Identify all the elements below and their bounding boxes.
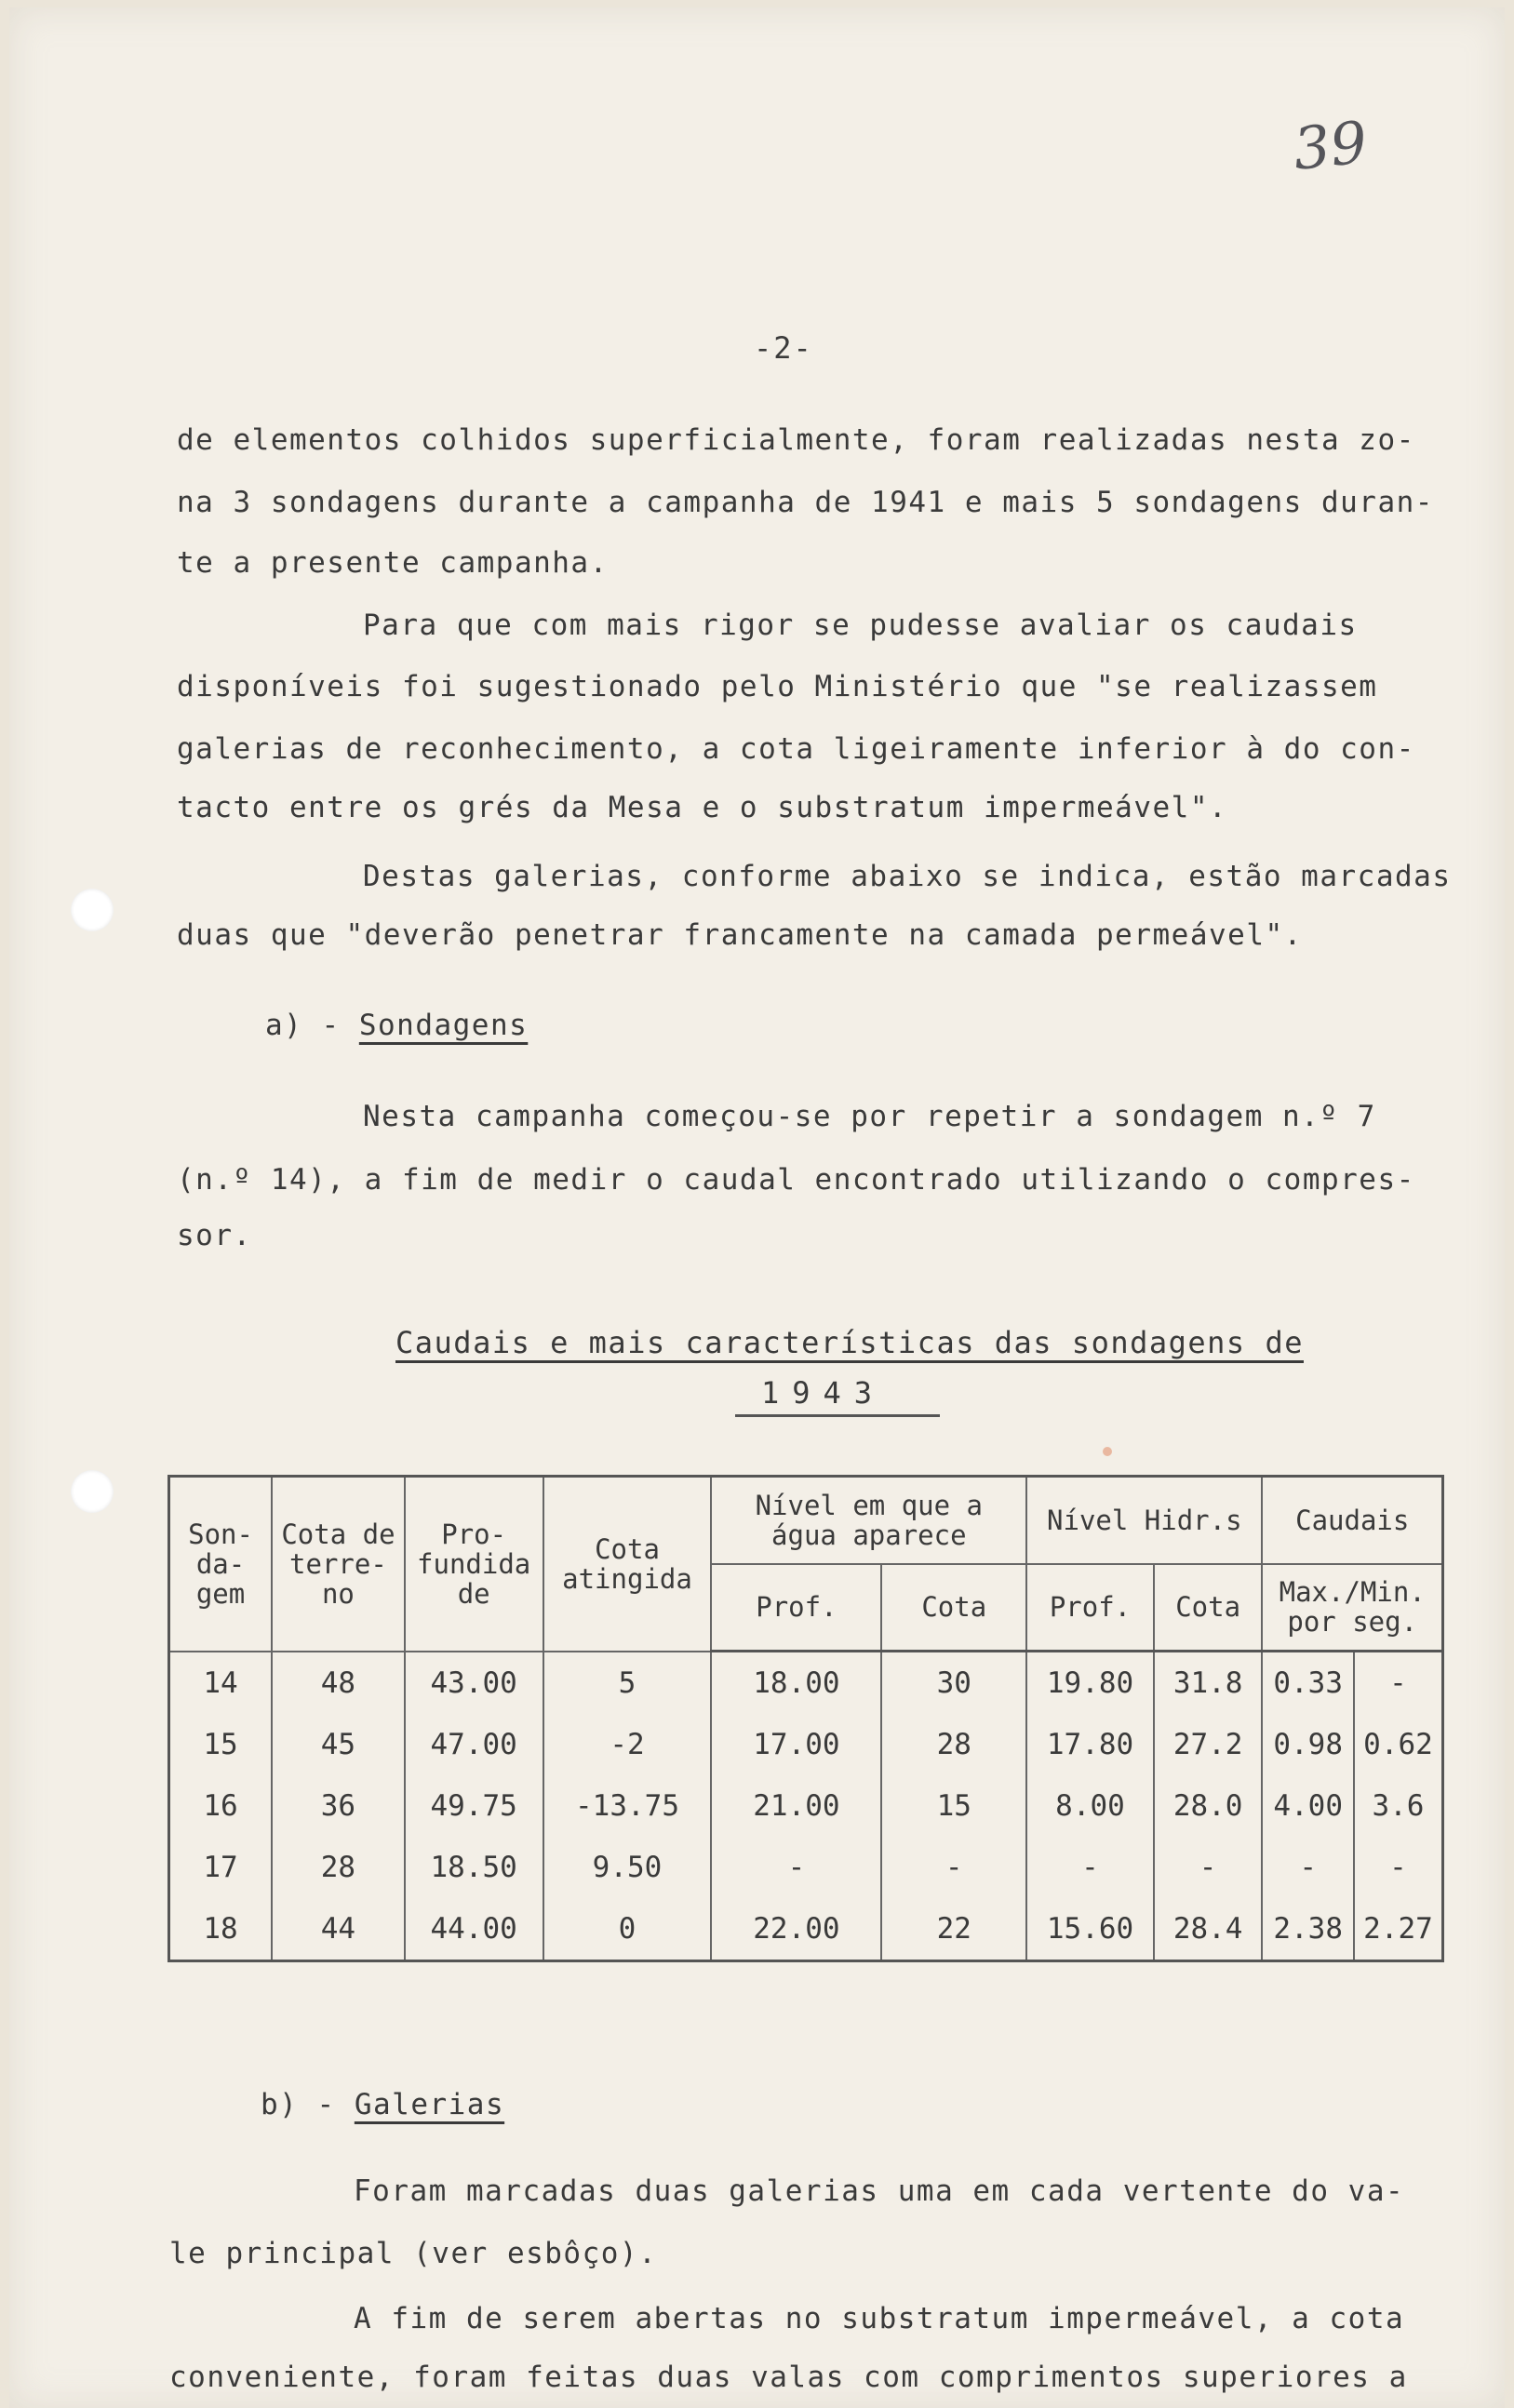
header-caudais: Caudais (1262, 1477, 1442, 1564)
text-line: Destas galerias, conforme abaixo se indica, estão marcadas (363, 860, 1452, 893)
handwritten-page-number: 39 (1290, 108, 1371, 183)
cell-agua-cota: 30 (881, 1652, 1026, 1715)
ink-dot (1103, 1447, 1112, 1456)
cell-cota-terreno: 28 (272, 1837, 405, 1898)
text-line: le principal (ver esbôço). (169, 2237, 658, 2270)
cell-cota-atingida: 9.50 (543, 1837, 712, 1898)
cell-profundidade: 43.00 (405, 1652, 543, 1715)
header-agua-cota: Cota (881, 1564, 1026, 1652)
cell-agua-prof: 17.00 (711, 1714, 881, 1775)
cell-min: 2.27 (1354, 1898, 1443, 1961)
cell-hidr-prof: - (1026, 1837, 1154, 1898)
sondagens-table (167, 1475, 1444, 1962)
table-row (169, 1775, 1443, 1837)
cell-cota-atingida: -13.75 (543, 1775, 712, 1837)
document-page (9, 7, 1505, 2408)
header-nivel-agua: Nível em que a água aparece (711, 1477, 1026, 1564)
cell-agua-cota: - (881, 1837, 1026, 1898)
cell-max: 2.38 (1262, 1898, 1354, 1961)
cell-sondagem: 14 (169, 1652, 273, 1715)
section-b-title: Galerias (354, 2088, 505, 2121)
cell-cota-atingida: -2 (543, 1714, 712, 1775)
cell-agua-cota: 22 (881, 1898, 1026, 1961)
cell-hidr-cota: 27.2 (1154, 1714, 1263, 1775)
cell-min: 0.62 (1354, 1714, 1443, 1775)
header-nivel-hidr: Nível Hidr.s (1026, 1477, 1262, 1564)
cell-agua-prof: 22.00 (711, 1898, 881, 1961)
cell-cota-terreno: 36 (272, 1775, 405, 1837)
text-line: A fim de serem abertas no substratum impermeável, a cota (354, 2302, 1405, 2335)
cell-hidr-prof: 15.60 (1026, 1898, 1154, 1961)
text-line: Para que com mais rigor se pudesse avaliar os caudais (363, 609, 1358, 642)
text-line: sor. (177, 1219, 252, 1252)
year-underline (735, 1414, 940, 1417)
cell-sondagem: 17 (169, 1837, 273, 1898)
cell-agua-prof: - (711, 1837, 881, 1898)
punch-hole-top (71, 889, 114, 931)
cell-profundidade: 49.75 (405, 1775, 543, 1837)
section-b-heading (261, 2086, 1498, 2123)
cell-hidr-cota: 28.4 (1154, 1898, 1263, 1961)
cell-hidr-prof: 8.00 (1026, 1775, 1154, 1837)
cell-agua-prof: 18.00 (711, 1652, 881, 1715)
cell-cota-atingida: 0 (543, 1898, 712, 1961)
cell-min: - (1354, 1652, 1443, 1715)
table-row (169, 1714, 1443, 1775)
table-row (169, 1898, 1443, 1961)
cell-max: 0.33 (1262, 1652, 1354, 1715)
cell-profundidade: 47.00 (405, 1714, 543, 1775)
cell-agua-cota: 28 (881, 1714, 1026, 1775)
cell-cota-terreno: 48 (272, 1652, 405, 1715)
cell-max: 4.00 (1262, 1775, 1354, 1837)
header-hidr-cota: Cota (1154, 1564, 1263, 1652)
cell-hidr-cota: - (1154, 1837, 1263, 1898)
cell-agua-cota: 15 (881, 1775, 1026, 1837)
cell-hidr-prof: 17.80 (1026, 1714, 1154, 1775)
section-b-prefix: b) - (261, 2088, 355, 2121)
table-row (169, 1652, 1443, 1715)
text-line: conveniente, foram feitas duas valas com comprimentos superiores a (169, 2361, 1408, 2394)
section-a-prefix: a) - (265, 1009, 359, 1042)
text-line: Foram marcadas duas galerias uma em cada vertente do va- (354, 2174, 1405, 2208)
cell-sondagem: 18 (169, 1898, 273, 1961)
header-hidr-prof: Prof. (1026, 1564, 1154, 1652)
header-profundidade: Pro- fundida de (405, 1477, 543, 1652)
table-year: 1943 (761, 1375, 886, 1411)
section-a-title: Sondagens (358, 1009, 529, 1042)
cell-max: - (1262, 1837, 1354, 1898)
cell-cota-terreno: 45 (272, 1714, 405, 1775)
cell-min: - (1354, 1837, 1443, 1898)
header-max-min: Max./Min. por seg. (1262, 1564, 1442, 1652)
text-line: na 3 sondagens durante a campanha de 1941 e mais 5 sondagens duran- (177, 486, 1434, 519)
text-line: duas que "deverão penetrar francamente na camada permeável". (177, 918, 1303, 952)
cell-hidr-cota: 31.8 (1154, 1652, 1263, 1715)
text-line: disponíveis foi sugestionado pelo Ministério que "se realizassem (177, 670, 1378, 703)
cell-cota-terreno: 44 (272, 1898, 405, 1961)
header-cota-atingida: Cota atingida (543, 1477, 712, 1652)
cell-min: 3.6 (1354, 1775, 1443, 1837)
punch-hole-bottom (71, 1470, 114, 1513)
cell-agua-prof: 21.00 (711, 1775, 881, 1837)
text-line: te a presente campanha. (177, 546, 609, 580)
text-line: galerias de reconhecimento, a cota ligeiramente inferior à do con- (177, 732, 1415, 766)
cell-profundidade: 44.00 (405, 1898, 543, 1961)
header-agua-prof: Prof. (711, 1564, 881, 1652)
cell-hidr-cota: 28.0 (1154, 1775, 1263, 1837)
cell-profundidade: 18.50 (405, 1837, 543, 1898)
table-row (169, 1837, 1443, 1898)
header-cota-terreno: Cota de terre- no (272, 1477, 405, 1652)
text-line: de elementos colhidos superficialmente, foram realizadas nesta zo- (177, 423, 1415, 457)
text-line: (n.º 14), a fim de medir o caudal encontrado utilizando o compres- (177, 1163, 1415, 1197)
cell-max: 0.98 (1262, 1714, 1354, 1775)
text-line: Nesta campanha começou-se por repetir a sondagem n.º 7 (363, 1100, 1376, 1133)
text-line: tacto entre os grés da Mesa e o substratum impermeável". (177, 791, 1228, 824)
cell-sondagem: 15 (169, 1714, 273, 1775)
table-title: Caudais e mais características das sondagens de (395, 1325, 1304, 1360)
page-number: -2- (754, 330, 813, 366)
section-a-heading (265, 1007, 1503, 1044)
cell-hidr-prof: 19.80 (1026, 1652, 1154, 1715)
cell-cota-atingida: 5 (543, 1652, 712, 1715)
cell-sondagem: 16 (169, 1775, 273, 1837)
header-sondagem: Son- da- gem (169, 1477, 273, 1652)
